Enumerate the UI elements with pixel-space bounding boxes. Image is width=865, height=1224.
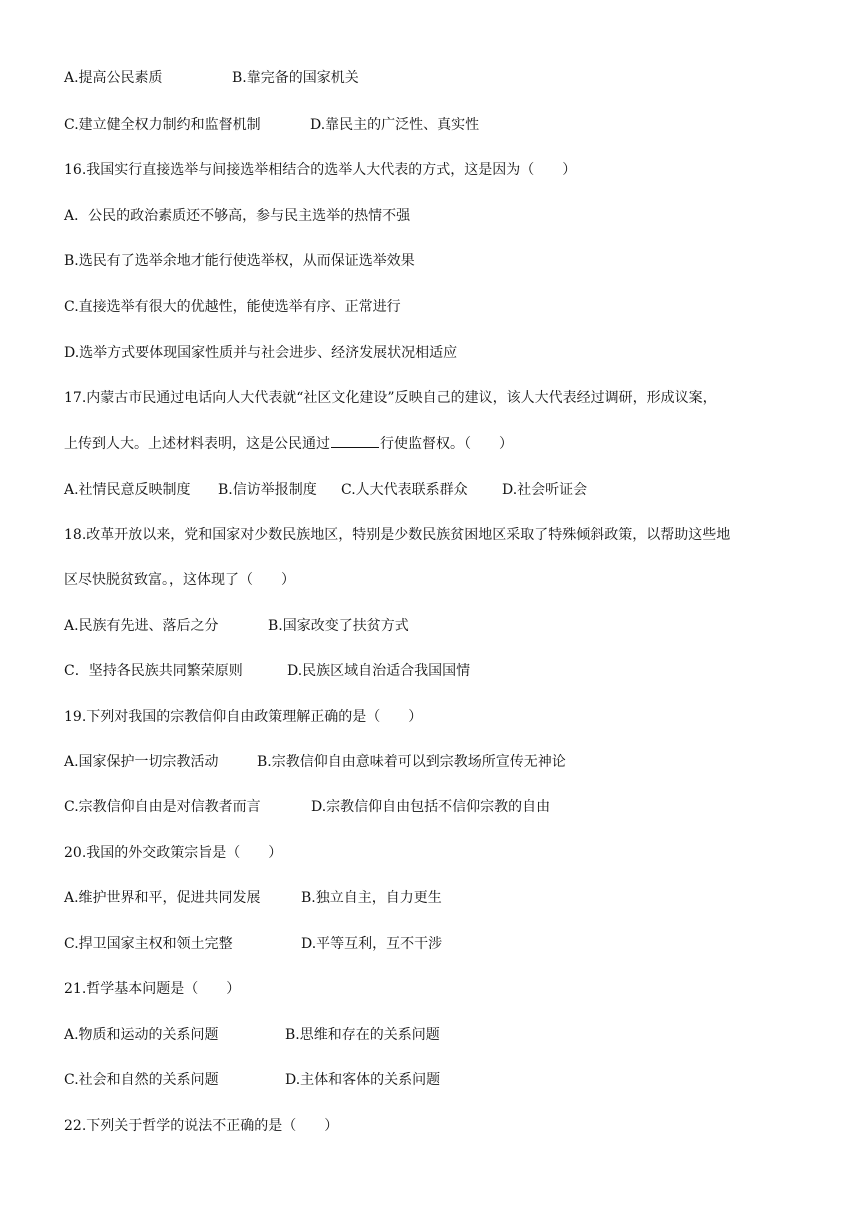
q21-options-row2 <box>64 1070 440 1090</box>
q17-stem-after-blank: 行使监督权。（ ） <box>380 436 513 452</box>
q16-option-c: C.直接选举有很大的优越性，能使选举有序、正常进行 <box>64 299 401 315</box>
q15-options-row2 <box>64 115 479 135</box>
q18-stem-line1: 18.改革开放以来，党和国家对少数民族地区，特别是少数民族贫困地区采取了特殊倾斜政策，以帮助这些地 <box>64 527 731 543</box>
q17-option-d: D.社会听证会 <box>502 482 588 498</box>
q20-option-b: B.独立自主，自力更生 <box>301 890 442 906</box>
q18-option-a: A.民族有先进、落后之分 <box>64 618 219 634</box>
q21-option-c: C.社会和自然的关系问题 <box>64 1072 219 1088</box>
q22-stem: 22.下列关于哲学的说法不正确的是（ ） <box>64 1118 339 1134</box>
q17-stem-line1: 17.内蒙古市民通过电话向人大代表就“社区文化建设”反映自己的建议，该人大代表经过调研，形成议案， <box>64 390 717 406</box>
q16-option-b: B.选民有了选举余地才能行使选举权，从而保证选举效果 <box>64 253 415 269</box>
q17-answer-blank <box>331 433 379 448</box>
q21-stem: 21.哲学基本问题是（ ） <box>64 981 241 997</box>
q19-stem: 19.下列对我国的宗教信仰自由政策理解正确的是（ ） <box>64 709 423 725</box>
q18-options-row2 <box>64 661 470 681</box>
q17-stem-before-blank: 上传到人大。上述材料表明，这是公民通过 <box>64 436 330 452</box>
q15-option-d: D.靠民主的广泛性、真实性 <box>310 117 480 133</box>
q20-options-row1 <box>64 888 442 908</box>
q18-options-row1 <box>64 616 409 636</box>
q18-stem-line2: 区尽快脱贫致富。，这体现了（ ） <box>64 572 295 588</box>
q19-option-b: B.宗教信仰自由意味着可以到宗教场所宣传无神论 <box>257 754 566 770</box>
q17-option-c: C.人大代表联系群众 <box>341 482 468 498</box>
q17-options <box>64 480 587 500</box>
q17-stem-line2 <box>64 433 513 454</box>
q16-stem: 16.我国实行直接选举与间接选举相结合的选举人大代表的方式，这是因为（ ） <box>64 162 577 178</box>
q16-option-a: A．公民的政治素质还不够高，参与民主选举的热情不强 <box>64 208 411 224</box>
q17-option-a: A.社情民意反映制度 <box>64 482 191 498</box>
q19-options-row1 <box>64 752 566 772</box>
q21-options-row1 <box>64 1025 440 1045</box>
q20-option-d: D.平等互利，互不干涉 <box>301 936 443 952</box>
q18-option-c: C．坚持各民族共同繁荣原则 <box>64 663 243 679</box>
q20-stem: 20.我国的外交政策宗旨是（ ） <box>64 845 283 861</box>
q19-option-c: C.宗教信仰自由是对信教者而言 <box>64 799 261 815</box>
q15-option-b: B.靠完备的国家机关 <box>232 70 359 86</box>
q15-option-a: A.提高公民素质 <box>64 70 163 86</box>
q20-option-c: C.捍卫国家主权和领土完整 <box>64 936 233 952</box>
q21-option-b: B.思维和存在的关系问题 <box>285 1027 440 1043</box>
q20-options-row2 <box>64 934 442 954</box>
q19-options-row2 <box>64 797 550 817</box>
q15-option-c: C.建立健全权力制约和监督机制 <box>64 117 261 133</box>
q17-option-b: B.信访举报制度 <box>218 482 317 498</box>
q20-option-a: A.维护世界和平，促进共同发展 <box>64 890 261 906</box>
q18-option-d: D.民族区域自治适合我国国情 <box>287 663 471 679</box>
q18-option-b: B.国家改变了扶贫方式 <box>268 618 409 634</box>
q19-option-a: A.国家保护一切宗教活动 <box>64 754 219 770</box>
q15-options-row1 <box>64 68 359 88</box>
q19-option-d: D.宗教信仰自由包括不信仰宗教的自由 <box>311 799 551 815</box>
q21-option-d: D.主体和客体的关系问题 <box>285 1072 441 1088</box>
q16-option-d: D.选举方式要体现国家性质并与社会进步、经济发展状况相适应 <box>64 345 458 361</box>
q21-option-a: A.物质和运动的关系问题 <box>64 1027 219 1043</box>
